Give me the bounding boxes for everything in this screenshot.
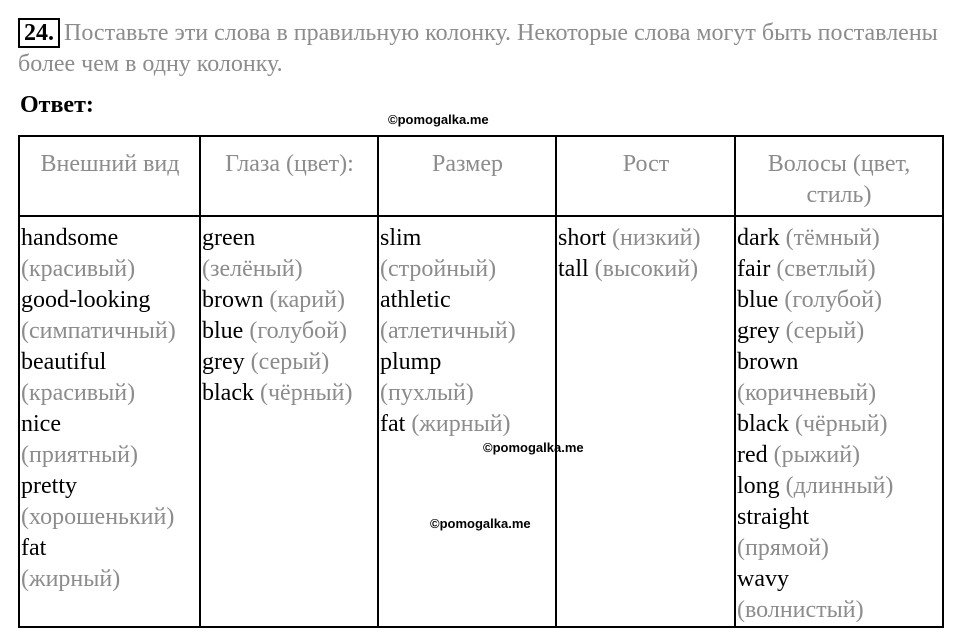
word-entry	[21, 409, 199, 471]
english-word: pretty	[21, 473, 77, 499]
english-word: wavy	[737, 566, 789, 592]
header-row	[19, 136, 943, 216]
word-entry	[737, 254, 942, 285]
content-row	[19, 216, 943, 627]
task-text: Поставьте эти слова в правильную колонку. Некоторые слова могут быть поставлены более чем в одну колонку.	[18, 20, 938, 77]
word-entry	[202, 378, 377, 409]
russian-translation: (коричневый)	[737, 380, 877, 406]
russian-translation: (прямой)	[737, 535, 829, 561]
english-word: brown	[737, 349, 799, 375]
word-entry	[21, 347, 199, 409]
word-entry	[202, 223, 377, 285]
english-word: dark	[737, 225, 780, 251]
russian-translation: (чёрный)	[794, 411, 888, 437]
english-word: green	[202, 225, 256, 251]
english-word: good-looking	[21, 287, 151, 313]
russian-translation: (пухлый)	[380, 380, 474, 406]
word-entry	[737, 347, 942, 409]
english-word: fat	[380, 411, 406, 437]
russian-translation: (волнистый)	[737, 597, 864, 623]
russian-translation: (длинный)	[785, 473, 894, 499]
english-word: beautiful	[21, 349, 107, 375]
russian-translation: (приятный)	[21, 442, 139, 468]
english-word: nice	[21, 411, 61, 437]
english-word: long	[737, 473, 780, 499]
russian-translation: (низкий)	[612, 225, 701, 251]
russian-translation: (серый)	[250, 349, 330, 375]
column-cell	[378, 216, 556, 627]
word-entry	[737, 223, 942, 254]
english-word: grey	[202, 349, 245, 375]
word-entry	[202, 347, 377, 378]
russian-translation: (высокий)	[594, 256, 699, 282]
russian-translation: (стройный)	[380, 256, 497, 282]
russian-translation: (карий)	[269, 287, 345, 313]
english-word: athletic	[380, 287, 451, 313]
watermark: ©pomogalka.me	[388, 112, 489, 127]
english-word: black	[202, 380, 254, 406]
english-word: fair	[737, 256, 771, 282]
english-word: blue	[737, 287, 779, 313]
word-entry	[558, 223, 734, 254]
word-entry	[202, 285, 377, 316]
english-word: grey	[737, 318, 780, 344]
english-word: short	[558, 225, 606, 251]
word-entry	[380, 409, 555, 440]
column-header: Рост	[556, 136, 735, 216]
word-entry	[737, 502, 942, 564]
word-entry	[21, 223, 199, 285]
russian-translation: (тёмный)	[785, 225, 880, 251]
word-entry	[21, 533, 199, 595]
word-entry	[737, 440, 942, 471]
english-word: slim	[380, 225, 422, 251]
russian-translation: (жирный)	[411, 411, 511, 437]
words-table	[18, 135, 944, 628]
word-entry	[737, 564, 942, 626]
russian-translation: (хорошенький)	[21, 504, 175, 530]
russian-translation: (атлетичный)	[380, 318, 516, 344]
english-word: blue	[202, 318, 244, 344]
russian-translation: (зелёный)	[202, 256, 303, 282]
russian-translation: (красивый)	[21, 256, 136, 282]
english-word: black	[737, 411, 789, 437]
word-entry	[380, 347, 555, 409]
english-word: plump	[380, 349, 442, 375]
russian-translation: (симпатичный)	[21, 318, 176, 344]
word-entry	[737, 316, 942, 347]
english-word: fat	[21, 535, 47, 561]
word-entry	[21, 471, 199, 533]
column-header: Размер	[378, 136, 556, 216]
column-cell	[200, 216, 378, 627]
english-word: red	[737, 442, 768, 468]
russian-translation: (жирный)	[21, 566, 121, 592]
russian-translation: (красивый)	[21, 380, 136, 406]
word-entry	[21, 285, 199, 347]
word-entry	[380, 285, 555, 347]
english-word: straight	[737, 504, 809, 530]
watermark: ©pomogalka.me	[430, 516, 531, 531]
word-entry	[737, 285, 942, 316]
word-entry	[380, 223, 555, 285]
english-word: handsome	[21, 225, 119, 251]
column-cell	[19, 216, 200, 627]
word-entry	[737, 409, 942, 440]
russian-translation: (чёрный)	[259, 380, 353, 406]
column-header: Волосы (цвет, стиль)	[735, 136, 943, 216]
task-statement	[18, 18, 938, 80]
word-entry	[202, 316, 377, 347]
column-cell	[735, 216, 943, 627]
word-entry	[558, 254, 734, 285]
english-word: tall	[558, 256, 589, 282]
russian-translation: (серый)	[785, 318, 865, 344]
column-header: Внешний вид	[19, 136, 200, 216]
watermark: ©pomogalka.me	[483, 440, 584, 455]
russian-translation: (рыжий)	[773, 442, 861, 468]
answer-label: Ответ:	[20, 92, 94, 118]
russian-translation: (голубой)	[784, 287, 882, 313]
column-cell	[556, 216, 735, 627]
task-number: 24.	[18, 18, 60, 48]
column-header: Глаза (цвет):	[200, 136, 378, 216]
russian-translation: (светлый)	[776, 256, 876, 282]
word-entry	[737, 471, 942, 502]
english-word: brown	[202, 287, 264, 313]
russian-translation: (голубой)	[249, 318, 347, 344]
